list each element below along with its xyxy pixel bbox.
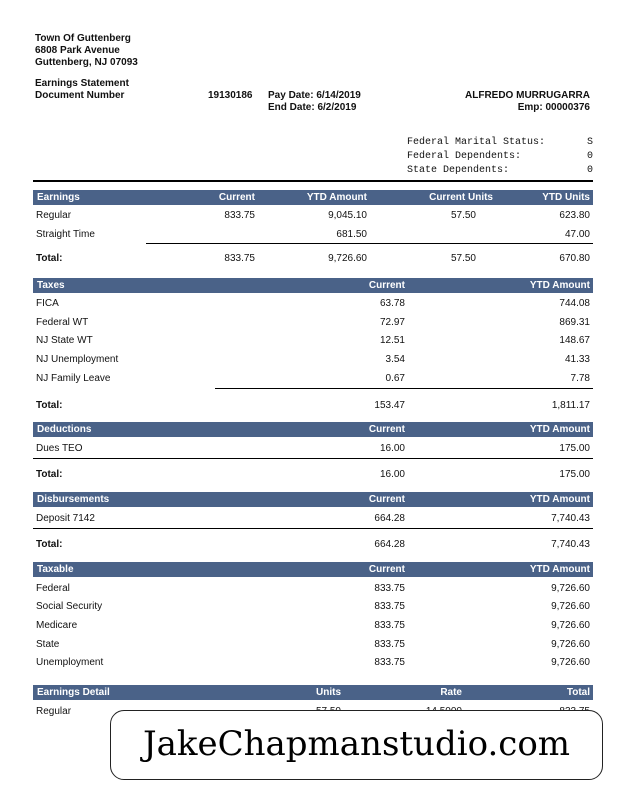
col-ytd-amount: YTD Amount [306,192,367,203]
taxable-current: 833.75 [374,639,405,650]
table-row [33,351,593,368]
col-ytd-amount: YTD Amount [529,494,590,505]
table-row [33,617,593,634]
watermark: JakeChapmanstudio.com [110,710,603,780]
earning-name: Straight Time [36,229,95,240]
deduction-current: 16.00 [379,443,405,454]
taxable-name: State [36,639,60,650]
employee-name: ALFREDO MURRUGARRA [465,90,590,101]
disbursement-ytd: 7,740.43 [551,513,590,524]
tax-current: 63.78 [379,298,405,309]
tax-current: 12.51 [379,335,405,346]
disbursements-total-row [33,536,593,553]
tax-name: NJ Unemployment [36,354,119,365]
total-rule [146,243,593,244]
tax-ytd: 148.67 [559,335,590,346]
table-row [33,332,593,349]
tax-ytd: 41.33 [564,354,590,365]
disbursements-header [33,492,593,507]
col-ytd-amount: YTD Amount [529,564,590,575]
col-earnings: Earnings [37,192,80,203]
total-ytd: 7,740.43 [551,539,590,550]
taxable-ytd: 9,726.60 [551,601,590,612]
employee-block [465,90,590,114]
tax-current: 72.97 [379,317,405,328]
earning-units: 57.50 [450,210,476,221]
taxable-header [33,562,593,577]
pay-date: Pay Date: 6/14/2019 [268,90,361,101]
earning-name: Regular [36,210,72,221]
taxable-ytd: 9,726.60 [551,657,590,668]
total-label: Total: [36,253,63,264]
tax-name: FICA [36,298,59,309]
taxable-current: 833.75 [374,601,405,612]
col-ytd-amount: YTD Amount [529,424,590,435]
col-current-units: Current Units [429,192,493,203]
col-disbursements: Disbursements [37,494,110,505]
detail-name: Regular [36,706,72,717]
col-total: Total [566,687,590,698]
tax-name: Federal WT [36,317,89,328]
employer-address2: Guttenberg, NJ 07093 [35,57,138,68]
status-label: Federal Marital Status: [407,137,546,148]
status-row [407,150,593,164]
earning-current: 833.75 [224,210,255,221]
earnings-total-row [33,250,593,267]
col-deductions: Deductions [37,424,92,435]
earning-ytd-units: 623.80 [559,210,590,221]
status-row [407,164,593,178]
total-ytd: 175.00 [559,469,590,480]
taxable-name: Unemployment [36,657,104,668]
col-rate: Rate [440,687,462,698]
document-number: 19130186 [208,90,253,101]
taxable-current: 833.75 [374,620,405,631]
taxable-current: 833.75 [374,657,405,668]
table-row [33,295,593,312]
col-current: Current [368,494,405,505]
tax-current: 3.54 [385,354,405,365]
table-row [33,580,593,597]
table-row [33,226,593,243]
status-value: 0 [586,165,593,176]
statement-labels [35,78,129,102]
col-taxable: Taxable [37,564,74,575]
col-ytd-amount: YTD Amount [529,280,590,291]
deduction-name: Dues TEO [36,443,83,454]
status-value: S [586,137,593,148]
taxable-ytd: 9,726.60 [551,583,590,594]
taxable-ytd: 9,726.60 [551,639,590,650]
col-taxes: Taxes [37,280,65,291]
end-date: End Date: 6/2/2019 [268,102,357,113]
taxes-header [33,278,593,293]
earning-ytd-units: 47.00 [564,229,590,240]
taxable-ytd: 9,726.60 [551,620,590,631]
taxable-name: Federal [36,583,70,594]
deductions-header [33,422,593,437]
total-rule [33,458,593,459]
disbursement-current: 664.28 [374,513,405,524]
earnings-header [33,190,593,205]
tax-ytd: 7.78 [570,373,590,384]
earning-ytd: 9,045.10 [328,210,367,221]
status-label: Federal Dependents: [407,151,522,162]
total-ytd: 9,726.60 [328,253,367,264]
col-current: Current [368,564,405,575]
taxes-total-row [33,397,593,414]
total-label: Total: [36,400,63,411]
taxable-name: Social Security [36,601,103,612]
deductions-total-row [33,466,593,483]
table-row [33,207,593,224]
table-row [33,636,593,653]
total-units: 57.50 [450,253,476,264]
earning-ytd: 681.50 [336,229,367,240]
total-label: Total: [36,469,63,480]
status-value: 0 [586,151,593,162]
col-current: Current [368,424,405,435]
employer-name: Town Of Guttenberg [35,33,131,44]
total-rule [215,388,593,389]
col-current: Current [368,280,405,291]
taxable-name: Medicare [36,620,78,631]
tax-name: NJ Family Leave [36,373,111,384]
total-rule [33,528,593,529]
col-earnings-detail: Earnings Detail [37,687,110,698]
deduction-ytd: 175.00 [559,443,590,454]
status-block [407,136,593,178]
taxable-current: 833.75 [374,583,405,594]
col-units: Units [316,687,341,698]
total-current: 16.00 [379,469,405,480]
tax-name: NJ State WT [36,335,93,346]
total-ytd-units: 670.80 [559,253,590,264]
tax-current: 0.67 [385,373,405,384]
table-row [33,314,593,331]
table-row [33,654,593,671]
tax-ytd: 869.31 [559,317,590,328]
status-row [407,136,593,150]
table-row [33,440,593,457]
total-label: Total: [36,539,63,550]
total-current: 664.28 [374,539,405,550]
date-block [268,90,361,114]
total-ytd: 1,811.17 [551,400,590,411]
earnings-detail-header [33,685,593,700]
table-row [33,510,593,527]
col-ytd-units: YTD Units [542,192,590,203]
total-current: 833.75 [224,253,255,264]
table-row [33,598,593,615]
tax-ytd: 744.08 [559,298,590,309]
total-current: 153.47 [374,400,405,411]
table-row [33,370,593,387]
statement-title: Earnings Statement [35,78,129,89]
status-label: State Dependents: [407,165,510,176]
disbursement-name: Deposit 7142 [36,513,95,524]
employer-address1: 6808 Park Avenue [35,45,120,56]
header-divider [33,180,593,182]
document-number-label: Document Number [35,90,125,101]
employee-number: Emp: 00000376 [517,102,590,113]
col-current: Current [218,192,255,203]
employer-block [35,33,138,69]
